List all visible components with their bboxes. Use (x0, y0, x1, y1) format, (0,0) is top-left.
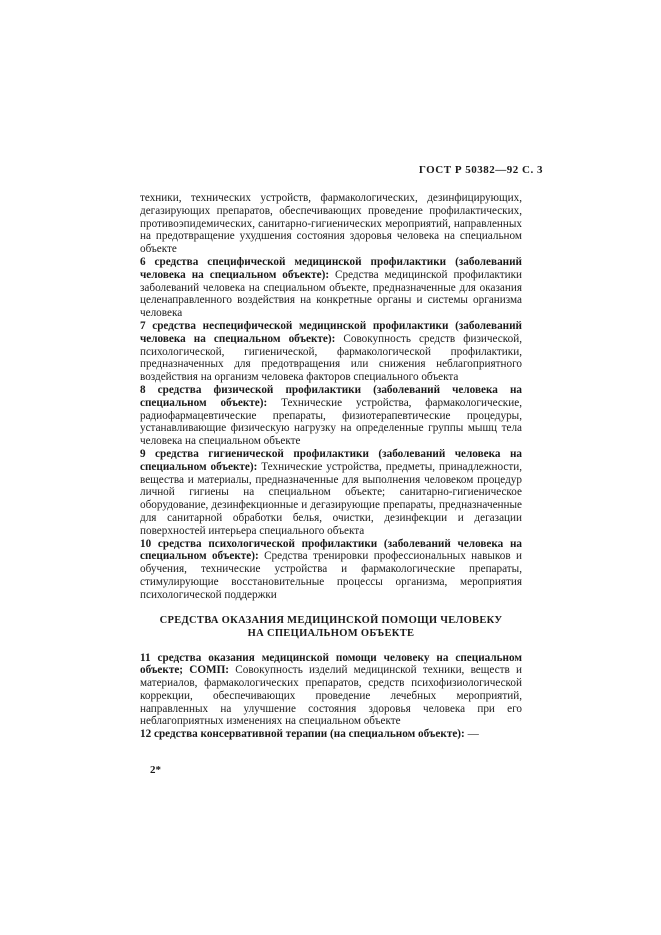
section-heading (140, 614, 522, 640)
term-entry-12 (140, 728, 522, 741)
page-header-standard: ГОСТ Р 50382—92 С. 3 (418, 164, 543, 176)
definition-text: Совокупность средств физической, психологической, гигиенической, фармакологической профилактики, предназначенных для предотвращения или снижения неблагоприятного воздействия на организм человека факторов специального объекта (140, 332, 522, 384)
paragraph-continuation (140, 192, 522, 256)
page-signature-mark: 2* (150, 764, 161, 776)
term-entry-10 (140, 538, 522, 602)
term-entry-6 (140, 256, 522, 320)
term-label: 7 средства неспецифической медицинской профилактики (заболеваний человека на специальном объекте): (140, 319, 522, 345)
term-entry-7 (140, 320, 522, 384)
definition-text: Совокупность изделий медицинской техники, веществ и материалов, фармакологических препаратов, средств психофизиологической коррекции, обеспечивающих проведение лечебных мероприятий, направленных на улучшение состояния здоровья человека при его неблагоприятных изменениях на специальном объекте (140, 664, 522, 728)
term-label: 8 средства физической профилактики (заболеваний человека на специальном объекте): (140, 383, 522, 409)
section-heading-line-1: СРЕДСТВА ОКАЗАНИЯ МЕДИЦИНСКОЙ ПОМОЩИ ЧЕЛОВЕКУ (159, 614, 503, 626)
definition-text: Технические устройства, предметы, принадлежности, вещества и материалы, предназначенные для выполнения человеком процедур личной гигиены на специальном объекте; санитарно-гигиеническое оборудование, дезинфекционные и дегазирующие препараты, предназначенные для санитарной обработки белья, очистки, дезинфекции и дегазации поверхностей интерьера специального объекта (140, 460, 522, 537)
term-entry-9 (140, 448, 522, 538)
definition-text: Средства медицинской профилактики заболеваний человека на специальном объекте, предназначенные для оказания целенаправленного воздействия на конкретные органы и системы организма человека (140, 268, 522, 320)
section-heading-line-2: НА СПЕЦИАЛЬНОМ ОБЪЕКТЕ (247, 627, 415, 639)
definition-text: Средства тренировки профессиональных навыков и обучения, технические устройства и фармакологические препараты, стимулирующие восстановительные процессы организма, мероприятия психологической поддержки (140, 550, 522, 601)
definition-text: техники, технических устройств, фармакологических, дезинфицирующих, дегазирующих препаратов, обеспечивающих проведение профилактических, противоэпидемических, санитарно-гигиенических мероприятий, направленных на предотвращение ухудшения состояния здоровья человека на специальном объекте (140, 192, 522, 256)
term-label: 12 средства консервативной терапии (на специальном объекте): (140, 728, 465, 741)
term-label: 11 средства оказания медицинской помощи человеку на специальном объекте; СОМП: (140, 651, 522, 677)
document-body (140, 192, 522, 741)
term-entry-11 (140, 652, 522, 729)
term-label: 6 средства специфической медицинской профилактики (заболеваний человека на специальном объекте): (140, 255, 522, 281)
term-entry-8 (140, 384, 522, 448)
definition-text: — (464, 728, 479, 741)
term-label: 9 средства гигиенической профилактики (заболеваний человека на специальном объекте): (140, 447, 522, 473)
term-label: 10 средства психологической профилактики (заболеваний человека на специальном объекте): (140, 537, 522, 563)
definition-text: Технические устройства, фармакологические, радиофармацевтические препараты, физиотерапевтические процедуры, устанавливающие физическую нагрузку на определенные группы мышц тела человека на специальном объекте (140, 396, 522, 448)
